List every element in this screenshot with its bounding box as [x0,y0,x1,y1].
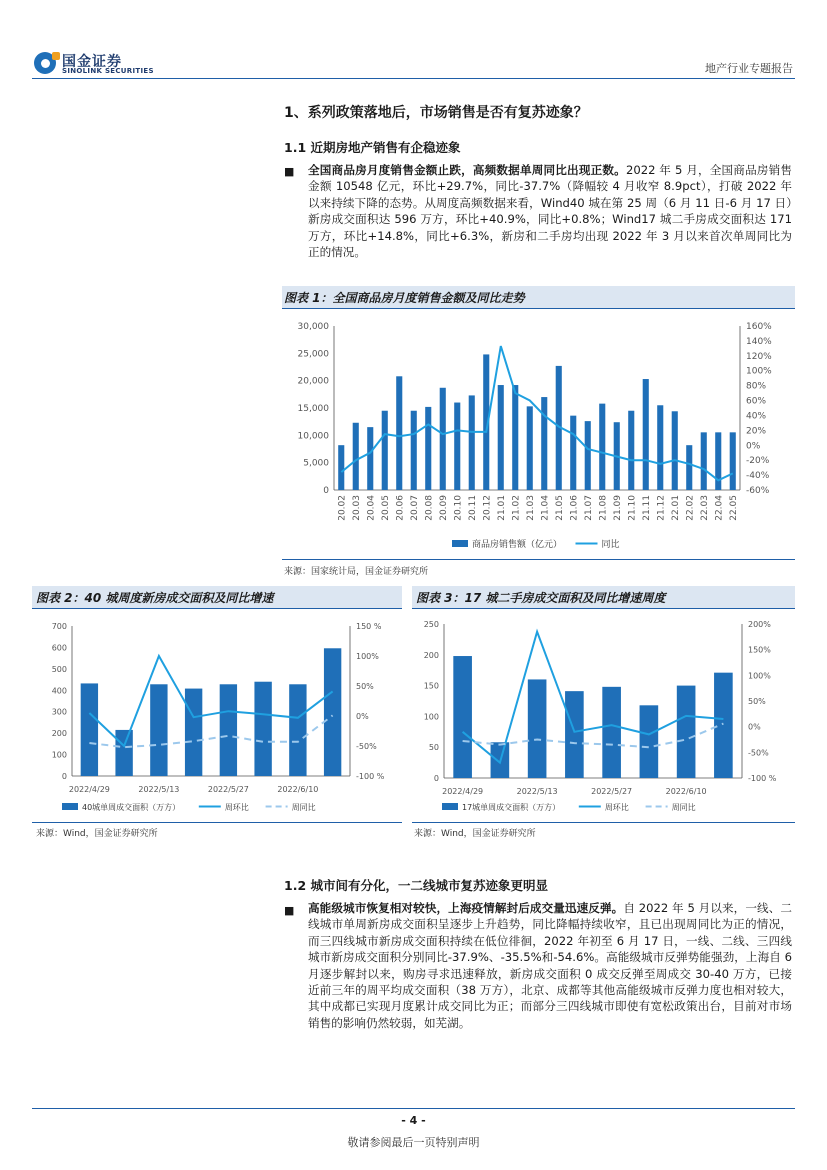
x-tick-label: 2022/6/10 [665,787,707,796]
y-right-tick-label: 60% [746,396,767,407]
x-tick-label: 20.03 [351,495,362,521]
figure-3-bottom-rule [412,822,795,823]
bar [382,411,388,490]
y-left-tick-label: 10,000 [297,431,329,442]
section-heading: 1、系列政策落地后，市场销售是否有复苏迹象？ [284,105,588,121]
x-tick-label: 2022/5/27 [207,785,249,794]
y-right-tick-label: 80% [746,381,767,392]
bar [115,730,132,776]
bar [469,395,475,490]
bar [324,648,341,776]
bar [701,432,707,490]
y-left-tick-label: 5,000 [303,458,329,469]
bar [628,411,634,490]
footer-rule [32,1108,795,1109]
header-rule [32,78,795,79]
bar [643,379,649,490]
paragraph-2 [308,900,792,1031]
bar [338,445,344,490]
y-right-tick-label: 100% [748,671,771,681]
y-right-tick-label: -60% [746,486,770,496]
x-tick-label: 2022/4/29 [442,787,484,796]
y-right-tick-label: 50% [356,682,374,691]
bar [453,656,472,778]
bar [686,445,692,490]
figure-1-title: 图表 1：全国商品房月度销售金额及同比走势 [284,291,525,305]
x-tick-label: 21.01 [496,495,507,521]
x-tick-label: 21.05 [554,495,565,521]
x-tick-label: 21.07 [583,495,594,521]
y-right-tick-label: 150% [748,645,771,655]
bar [565,691,584,778]
bar [454,403,460,490]
x-tick-label: 20.09 [438,495,449,521]
figure-3-rule [412,608,795,609]
figure-1-rule [282,308,795,309]
x-tick-label: 22.05 [728,495,739,521]
x-tick-label: 21.08 [598,495,609,521]
y-left-tick-label: 700 [51,622,67,631]
report-type: 地产行业专题报告 [705,62,793,75]
bar [672,411,678,490]
x-tick-label: 2022/5/27 [591,787,633,796]
x-tick-label: 20.02 [337,495,348,521]
x-tick-label: 21.06 [569,495,580,521]
legend-label: 40城单周成交面积（万方） [82,803,181,812]
y-left-tick-label: 15,000 [297,404,329,414]
x-tick-label: 20.08 [424,495,435,521]
legend-swatch-bar [452,540,468,547]
bar [570,416,576,490]
bar [527,406,533,490]
y-right-tick-label: -50% [748,748,769,758]
legend-label: 周同比 [291,803,316,812]
x-tick-label: 20.06 [395,495,406,521]
y-right-tick-label: 140% [746,336,772,347]
y-left-tick-label: 150 [423,681,439,691]
bar [411,411,417,490]
bar [367,427,373,490]
bar [541,397,547,490]
figure-1-bottom-rule [282,559,795,560]
y-left-tick-label: 0 [433,774,439,783]
logo-text-en: SINOLINK SECURITIES [62,67,154,75]
bar [353,423,359,490]
figure-3-title: 图表 3：17 城二手房成交面积及同比增速周度 [416,591,666,605]
y-left-tick-label: 20,000 [297,376,329,387]
y-right-tick-label: 100% [356,652,379,661]
legend-label: 周环比 [224,803,249,812]
bar [657,405,663,490]
y-left-tick-label: 25,000 [297,349,329,360]
x-tick-label: 21.04 [540,495,551,521]
subsection-heading-2: 1.2 城市间有分化，一二线城市复苏迹象更明显 [284,878,548,893]
y-left-tick-label: 0 [323,486,329,496]
y-left-tick-label: 250 [423,620,439,629]
y-right-tick-label: 200% [748,620,771,629]
y-left-tick-label: 30,000 [297,322,329,332]
x-tick-label: 20.12 [482,495,493,521]
y-left-tick-label: 500 [51,664,67,674]
x-tick-label: 20.07 [409,495,420,521]
paragraph-1-body: 2022 年 5 月，全国商品房销售金额 10548 亿元，环比+29.7%，同比-37.7%（降幅较 4 月收窄 8.9pct），打破 2022 年以来持续下降的态势。从周度高频数据来看，Wind40 城在第 25 周（6 月 11 日-6 月 17 日）新房成交面积达 596 万方，环比+40.9%，同比+0.8%；Wind17 城二手房成交面积达 171 万方，环比+14.8%，同比+6.3%，新房和二手房均出现 2022 年 3 月以来首次单周同比为正的情况。 [308,163,792,260]
y-right-tick-label: 0% [748,722,761,732]
bar [498,385,504,490]
x-tick-label: 22.01 [670,495,681,521]
y-left-tick-label: 100 [423,712,439,722]
figure-2-rule [32,608,402,609]
logo-accent [52,52,60,60]
legend-label: 17城单周成交面积（万方） [462,803,561,812]
logo-mark-inner [41,59,50,68]
bar [220,684,237,776]
legend-swatch-bar [442,803,458,810]
y-left-tick-label: 200 [423,650,439,660]
bar [730,432,736,490]
y-right-tick-label: 160% [746,322,772,332]
logo-text-cn: 国金证券 [62,54,122,70]
y-right-tick-label: -40% [746,471,770,482]
disclaimer-note: 敬请参阅最后一页特别声明 [347,1136,480,1149]
paragraph-2-body: 自 2022 年 5 月以来，一线、二线城市单周新房成交面积呈逐步上升趋势，同比降幅持续收窄，且已出现周同比为正的情况，而三四线城市新房成交面积持续在低位徘徊，2022 年初至 6 月 17 日，一线、二线、三四线城市新房成交面积分别同比-37.9%、-35.5%和-54.6%。高能级城市反弹势能强劲，上海自 6 月逐步解封以来，购房寻求迅速释放，新房成交面积 0 成交反弹至周成交 30-40 万方，已接近前三年的周平均成交面积（38 万方），北京、成都等其他高能级城市反弹力度也相对较大，其中成都已实现月度累计成交同比为正；而部分三四线城市即使有宽松政策出台，目前对市场销售的影响仍然较弱，如芜湖。 [308,901,792,1030]
bar [585,421,591,490]
y-right-tick-label: 150 % [356,622,382,631]
figure-2-title: 图表 2：40 城周度新房成交面积及同比增速 [36,591,274,605]
legend-swatch-bar [62,803,78,810]
bar [599,404,605,490]
x-tick-label: 20.10 [453,495,464,521]
figure-3-source: 来源：Wind，国金证券研究所 [414,829,536,839]
bar [185,689,202,776]
figure-3-chart [412,612,795,822]
bar [289,684,306,776]
x-tick-label: 21.10 [627,495,638,521]
x-tick-label: 2022/5/13 [138,785,180,794]
legend-label: 周同比 [671,803,696,812]
bar [396,376,402,490]
x-tick-label: 21.02 [511,495,522,521]
x-tick-label: 21.09 [612,495,623,521]
x-tick-label: 20.04 [366,495,377,521]
y-left-tick-label: 50 [428,743,439,753]
figure-2-bottom-rule [32,822,402,823]
bar [512,385,518,490]
y-left-tick-label: 600 [51,643,67,653]
y-left-tick-label: 400 [51,686,67,696]
x-tick-label: 22.03 [699,495,710,521]
legend-label: 同比 [601,540,620,550]
subsection-heading-1: 1.1 近期房地产销售有企稳迹象 [284,140,461,155]
y-right-tick-label: -50% [356,742,377,751]
paragraph-1-lead: 全国商品房月度销售金额止跌，高频数据单周同比出现正数。 [308,163,626,177]
bar [602,687,621,778]
y-left-tick-label: 200 [51,729,67,739]
bullet-marker: ■ [284,904,295,917]
x-tick-label: 20.11 [467,495,478,521]
bar [150,684,167,776]
x-tick-label: 20.05 [380,495,391,521]
y-left-tick-label: 300 [51,707,67,717]
x-tick-label: 22.02 [685,495,696,521]
y-right-tick-label: 120% [746,351,772,362]
bar [81,683,98,776]
figure-1-source: 来源：国家统计局，国金证券研究所 [284,567,429,577]
x-tick-label: 21.03 [525,495,536,521]
y-right-tick-label: 20% [746,426,767,437]
y-right-tick-label: -20% [746,456,770,467]
figure-2-source: 来源：Wind，国金证券研究所 [36,829,158,839]
y-right-tick-label: 50% [748,697,766,706]
bar [440,388,446,490]
y-right-tick-label: -100 % [748,774,777,783]
legend-label: 商品房销售额（亿元） [472,540,563,550]
figure-1-chart [282,312,795,557]
y-left-tick-label: 0 [61,772,67,781]
y-right-tick-label: 0% [746,441,761,452]
paragraph-2-lead: 高能级城市恢复相对较快，上海疫情解封后成交量迅速反弹。 [308,901,624,915]
x-tick-label: 21.12 [656,495,667,521]
x-tick-label: 2022/5/13 [516,787,558,796]
y-left-tick-label: 100 [51,750,67,760]
y-right-tick-label: -100 % [356,772,385,781]
bar [640,705,659,778]
bar [425,407,431,490]
page-number: - 4 - [401,1114,426,1127]
bullet-marker: ■ [284,165,295,178]
figure-2-chart [32,612,402,822]
bar [677,686,696,778]
x-tick-label: 2022/6/10 [277,785,319,794]
paragraph-1 [308,162,792,260]
x-tick-label: 2022/4/29 [68,785,110,794]
legend-label: 周环比 [604,803,629,812]
y-right-tick-label: 100% [746,366,772,377]
y-right-tick-label: 0% [356,712,369,721]
x-tick-label: 21.11 [641,495,652,521]
bar [254,682,271,776]
x-tick-label: 22.04 [714,495,725,521]
y-right-tick-label: 40% [746,411,767,422]
bar [528,679,547,778]
